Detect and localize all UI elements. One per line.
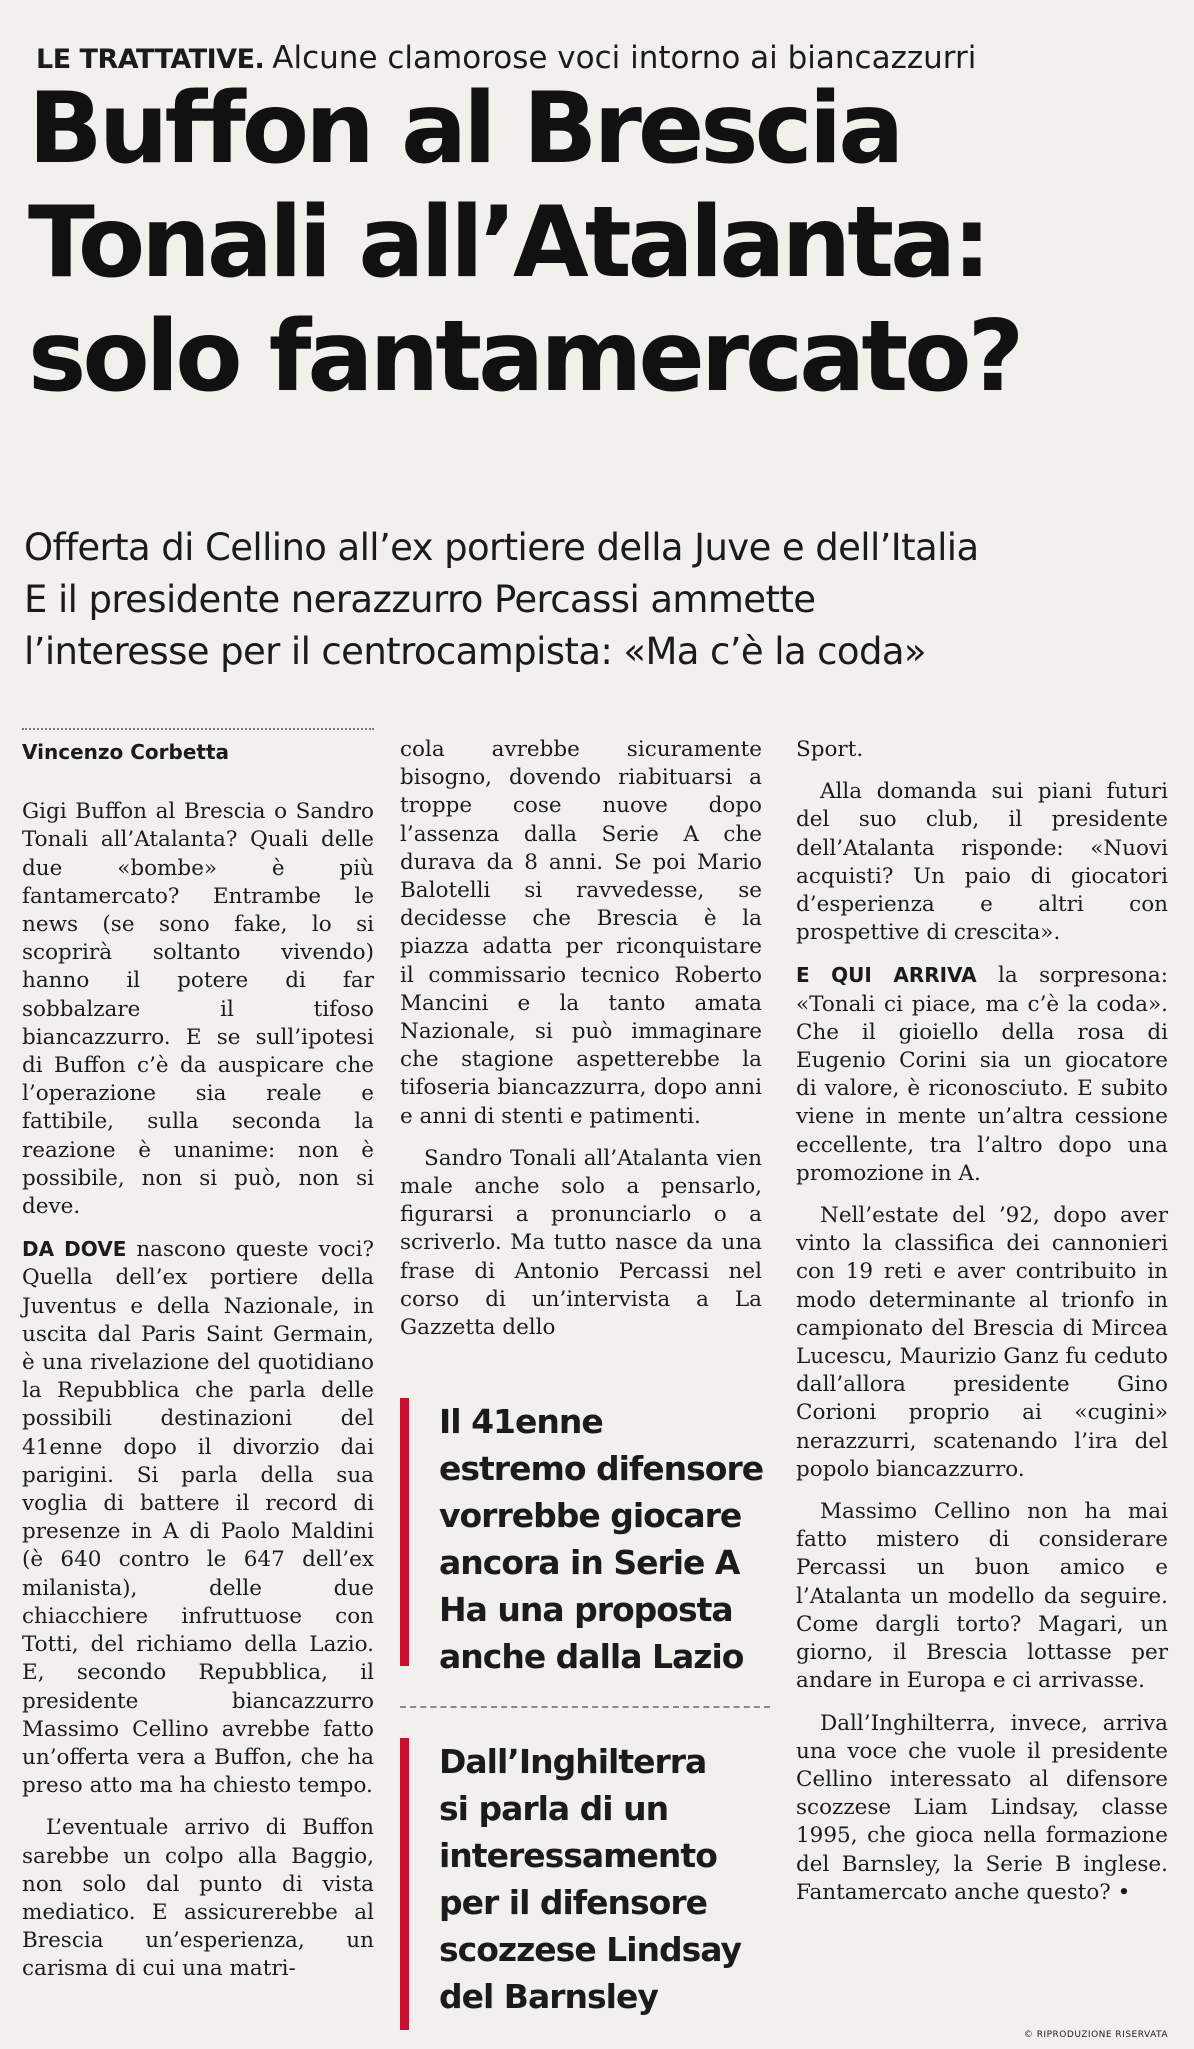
paragraph-text: la sorpresona: «Tonali ci piace, ma c’è la coda». Che il gioiello della rosa di Eugenio Corini sia un giocatore di valore, è riconosciuto. E subito viene in mente un’altra cessione eccellente, tra l’altro dopo una promozione in A.	[796, 963, 1168, 1186]
article-column-1	[22, 728, 374, 1998]
pull-quote-line: del Barnsley	[439, 1977, 658, 2016]
pull-quote-line: vorrebbe giocare	[439, 1496, 742, 1535]
subheadline-line: Offerta di Cellino all’ex portiere della Juve e dell’Italia	[24, 526, 979, 569]
paragraph: cola avrebbe sicuramente bisogno, dovendo riabituarsi a troppe cose nuove dopo l’assenza dalla Serie A che durava da 8 anni. Se poi Mario Balotelli si ravvedesse, se decidesse che Brescia è la piazza adatta per riconquistare il commissario tecnico Roberto Mancini e la tanto amata Nazionale, si può immaginare che stagione aspetterebbe la tifoseria biancazzurra, dopo anni e anni di stenti e patimenti.	[400, 737, 762, 1129]
kicker-text: Alcune clamorose voci intorno ai biancazzurri	[272, 40, 977, 76]
subheadline-line: E il presidente nerazzurro Percassi ammette	[24, 578, 816, 621]
article-column-3	[796, 736, 1168, 1921]
headline-line: Buffon al Brescia	[28, 72, 901, 186]
article-column-2	[400, 736, 762, 1356]
paragraph: Dall’Inghilterra, invece, arriva una voce che vuole il presidente Cellino interessato al difensore scozzese Liam Lindsay, classe 1995, che gioca nella formazione del Barnsley, la Serie B inglese. Fantamercato anche questo? •	[796, 1710, 1168, 1905]
pull-quote-line: scozzese Lindsay	[439, 1930, 742, 1969]
byline: Vincenzo Corbetta	[22, 728, 374, 776]
paragraph-text: nascono queste voci? Quella dell’ex portiere della Juventus e della Nazionale, in uscita dal Paris Saint Germain, è una rivelazione del quotidiano la Repubblica che parla delle possibili destinazioni del 41enne dopo il divorzio dai parigini. Si parla della sua voglia di battere il record di presenze in A di Paolo Maldini (è 640 contro le 647 dell’ex milanista), delle due chiacchiere infruttuose con Totti, del richiamo della Lazio. E, secondo Repubblica, il presidente biancazzurro Massimo Cellino avrebbe fatto un’offerta vera a Buffon, che ha preso atto ma ha chiesto tempo.	[22, 1237, 374, 1799]
pull-quote-buffon	[400, 1398, 770, 1676]
paragraph: Nell’estate del ’92, dopo aver vinto la classifica dei cannonieri con 19 reti e aver contribuito in modo determinante al trionfo in campionato del Brescia di Mircea Lucescu, Maurizio Ganz fu ceduto dall’allora presidente Gino Corioni proprio ai «cugini» nerazzurri, scatenando l’ira del popolo biancazzurro.	[796, 1203, 1168, 1482]
paragraph-lead: E QUI ARRIVA	[796, 963, 977, 988]
paragraph: L’eventuale arrivo di Buffon sarebbe un colpo alla Baggio, non solo dal punto di vista mediatico. E assicurerebbe al Brescia un’esperienza, un carisma di cui una matri-	[22, 1815, 374, 1982]
pull-quote-line: ancora in Serie A	[439, 1543, 740, 1582]
headline	[28, 72, 1178, 414]
kicker-lead: LE TRATTATIVE.	[36, 44, 265, 75]
pull-quote-line: anche dalla Lazio	[439, 1637, 744, 1676]
pull-quote-line: per il difensore	[439, 1883, 708, 1922]
headline-line: Tonali all’Atalanta:	[28, 186, 988, 300]
pull-quote-line: estremo difensore	[439, 1449, 764, 1488]
headline-line: solo fantamercato?	[28, 300, 1021, 414]
pull-quote-line: si parla di un	[439, 1789, 669, 1828]
paragraph: Massimo Cellino non ha mai fatto mistero di considerare Percassi un buon amico e l’Atalanta un modello da seguire. Come dargli torto? Magari, un giorno, il Brescia lottasse per andare in Europa e ci arrivasse.	[796, 1499, 1168, 1694]
paragraph: Alla domanda sui piani futuri del suo club, il presidente dell’Atalanta risponde: «Nuovi acquisti? Un paio di giocatori d’esperienza e altri con prospettive di crescita».	[796, 779, 1168, 946]
paragraph: Sport.	[796, 737, 864, 762]
paragraph: Gigi Buffon al Brescia o Sandro Tonali all’Atalanta? Quali delle due «bombe» è più fantamercato? Entrambe le news (se sono fake, lo si scoprirà soltanto vivendo) hanno il potere di far sobbalzare il tifoso biancazzurro. E se sull’ipotesi di Buffon c’è da auspicare che l’operazione sia reale e fattibile, sulla seconda la reazione è unanime: non è possibile, non si può, non si deve.	[22, 799, 374, 1220]
copyright-notice: © RIPRODUZIONE RISERVATA	[1023, 2030, 1168, 2040]
paragraph	[796, 961, 1168, 1188]
paragraph	[22, 1235, 374, 1800]
pull-quote-line: Il 41enne	[439, 1402, 603, 1441]
paragraph: Sandro Tonali all’Atalanta vien male anche solo a pensarlo, figurarsi a pronunciarlo o a scriverlo. Ma tutto nasce da una frase di Antonio Percassi nel corso di un’intervista a La Gazzetta dello	[400, 1145, 762, 1341]
subheadline	[24, 522, 1184, 678]
paragraph-lead: DA DOVE	[22, 1237, 127, 1262]
pull-quote-line: Dall’Inghilterra	[439, 1742, 707, 1781]
dashed-divider	[400, 1706, 770, 1708]
pull-quote-line: Ha una proposta	[439, 1590, 733, 1629]
subheadline-line: l’interesse per il centrocampista: «Ma c’è la coda»	[24, 630, 926, 673]
pull-quote-line: interessamento	[439, 1836, 717, 1875]
pull-quote-lindsay	[400, 1738, 770, 2030]
